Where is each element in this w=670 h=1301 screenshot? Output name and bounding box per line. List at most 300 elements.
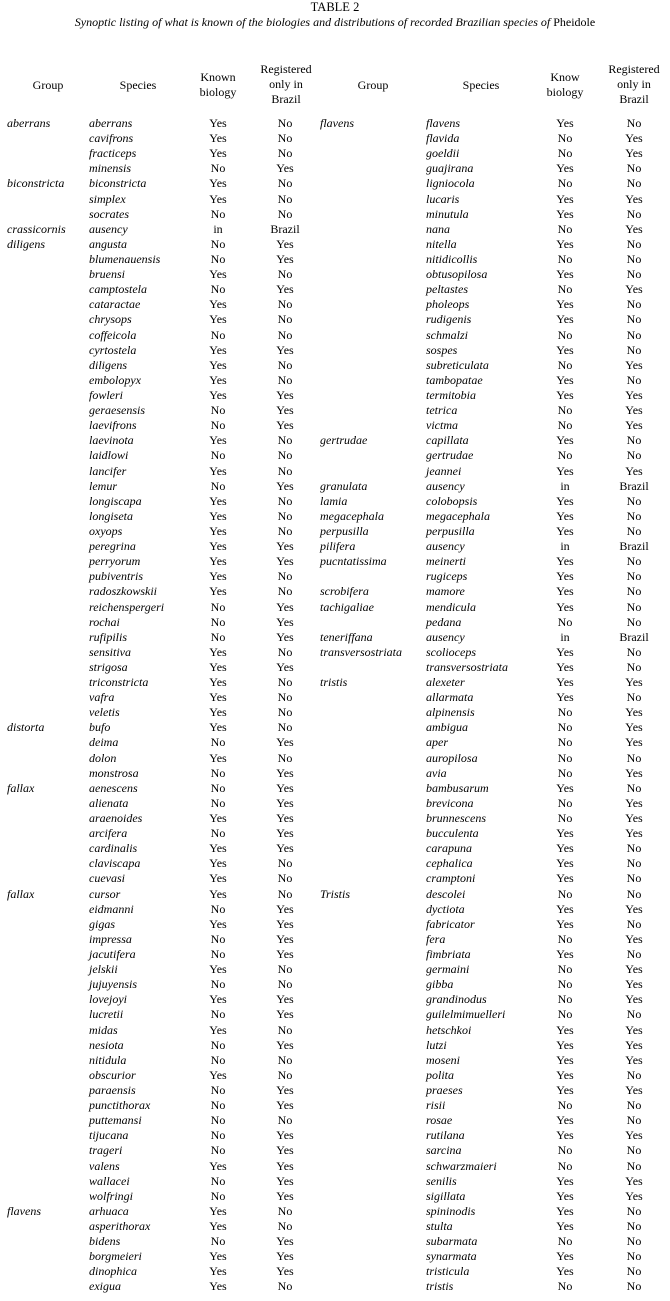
table-caption [0,15,670,29]
left-species-cell: veletis [89,705,120,720]
left-species-cell: sensitiva [89,644,131,659]
table-row [0,1219,670,1234]
right-species-cell: ambigua [426,720,468,735]
table-row [0,1159,670,1174]
table-row [0,282,670,297]
left-species-cell: minensis [89,161,131,176]
left-registered-cell: No [277,523,293,538]
left-group-cell: aberrans [7,116,51,130]
right-species-cell: tristicula [426,1264,470,1279]
left-species-cell: lancifer [89,463,127,478]
right-group-cell: megacephala [320,508,384,523]
right-group-cell: pilifera [320,539,356,554]
table-row [0,312,670,327]
right-biology-cell: Yes [556,523,574,538]
left-registered-cell: Yes [276,539,294,554]
right-species-cell: pholeops [426,297,470,312]
right-species-cell: grandinodus [426,992,487,1007]
table-row [0,766,670,781]
left-registered-cell: No [277,871,293,886]
right-species-cell: flavida [426,131,460,146]
left-species-cell: cataractae [89,297,141,312]
right-registered-cell: No [626,871,642,886]
table-row [0,932,670,947]
left-species-cell: pubiventris [89,569,143,584]
right-species-cell: colobopsis [426,493,478,508]
right-group-cell: perpusilla [320,523,369,538]
right-header-biology-line1: Know [550,70,580,84]
right-species-cell: nitidicollis [426,251,478,266]
table-row [0,1113,670,1128]
right-group-cell: teneriffana [320,629,373,644]
right-biology-cell: Yes [556,312,574,327]
left-species-cell: aberrans [89,116,133,130]
right-species-cell: peltastes [426,282,468,297]
left-registered-cell: No [277,131,293,146]
left-species-cell: tijucana [89,1128,129,1143]
left-biology-cell: Yes [209,342,227,357]
right-registered-cell: No [626,297,642,312]
left-species-cell: cyrtostela [89,342,137,357]
table-row [0,1083,670,1098]
left-biology-cell: Yes [209,569,227,584]
left-registered-cell: Yes [276,1264,294,1279]
right-species-cell: aper [426,735,448,750]
left-biology-cell: No [210,327,226,342]
right-registered-cell: Yes [625,387,643,402]
right-biology-cell: Yes [556,675,574,690]
right-biology-cell: No [557,221,573,236]
right-biology-cell: No [557,811,573,826]
left-biology-cell: No [210,1083,226,1097]
left-registered-cell: Yes [276,931,294,946]
right-group-cell: tachigaliae [320,599,374,614]
table-row [0,131,670,146]
left-biology-cell: Yes [209,267,227,282]
left-species-cell: bufo [89,720,111,735]
left-species-cell: rufipilis [89,629,128,644]
left-biology-cell: Yes [209,191,227,206]
left-registered-cell: No [277,977,293,992]
right-registered-cell: No [626,1158,642,1173]
table-row [0,479,670,494]
left-biology-cell: Yes [209,554,227,569]
left-registered-cell: No [277,312,293,327]
left-registered-cell: Brazil [270,221,300,236]
right-biology-cell: No [557,1007,573,1022]
left-registered-cell: No [277,856,293,871]
table-row [0,962,670,977]
left-biology-cell: Yes [209,1067,227,1082]
right-group-cell: granulata [320,478,368,493]
table-row [0,524,670,539]
right-species-cell: rosae [426,1113,453,1128]
right-species-cell: descolei [426,886,466,901]
left-biology-cell: No [210,161,226,176]
right-registered-cell: Yes [625,735,643,750]
table-row [0,207,670,222]
right-species-cell: tambopatae [426,372,483,387]
left-biology-cell: No [210,599,226,614]
left-species-cell: oxyops [89,523,123,538]
left-biology-cell: Yes [209,992,227,1007]
left-biology-cell: Yes [209,1249,227,1264]
left-header-registered-line3: Brazil [271,92,301,106]
left-registered-cell: Yes [276,992,294,1007]
right-biology-cell: No [557,1234,573,1249]
right-biology-cell: Yes [556,780,574,795]
left-registered-cell: Yes [276,795,294,810]
left-biology-cell: Yes [209,1022,227,1037]
left-registered-cell: No [277,569,293,584]
table-row [0,161,670,176]
right-species-cell: fera [426,931,446,946]
left-biology-cell: Yes [209,659,227,674]
left-species-cell: cavifrons [89,131,134,146]
left-registered-cell: No [277,1279,293,1294]
left-registered-cell: No [277,146,293,161]
right-registered-cell: No [626,750,642,765]
right-biology-cell: in [560,539,570,554]
right-biology-cell: No [557,357,573,372]
table-row [0,735,670,750]
left-species-cell: rochai [89,614,120,629]
right-species-cell: transversostriata [426,659,509,674]
left-registered-cell: Yes [276,629,294,644]
table-row [0,509,670,524]
right-species-cell: auropilosa [426,750,478,765]
left-registered-cell: No [277,690,293,705]
right-biology-cell: No [557,1158,573,1173]
right-species-cell: goeldii [426,146,460,161]
left-registered-cell: Yes [276,161,294,176]
right-species-cell: jeannei [426,463,462,478]
table-row [0,1249,670,1264]
right-species-cell: sarcina [426,1143,462,1158]
left-biology-cell: Yes [209,146,227,161]
right-species-cell: allarmata [426,690,474,705]
table-row [0,433,670,448]
left-species-cell: lovejoyi [89,992,127,1007]
left-species-cell: cardinalis [89,841,138,856]
table-row [0,403,670,418]
table-row [0,297,670,312]
right-registered-cell: Yes [625,1052,643,1067]
left-registered-cell: No [277,1113,293,1128]
right-registered-cell: No [626,599,642,614]
left-registered-cell: Yes [276,947,294,962]
right-biology-cell: No [557,146,573,161]
right-species-cell: bambusarum [426,780,489,795]
right-registered-cell: Yes [625,931,643,946]
left-header-species: Species [119,78,157,92]
right-registered-cell: No [626,1143,642,1158]
left-biology-cell: No [210,947,226,962]
right-species-cell: sigillata [426,1188,466,1203]
table-row [0,116,670,131]
right-species-cell: minutula [426,206,469,221]
right-registered-cell: Yes [625,795,643,810]
left-biology-cell: Yes [209,720,227,735]
left-biology-cell: Yes [209,131,227,146]
right-species-cell: alexeter [426,675,465,690]
left-biology-cell: No [210,1128,226,1143]
right-biology-cell: Yes [556,297,574,312]
table-row [0,675,670,690]
right-registered-cell: Yes [625,357,643,372]
left-species-cell: reichenspergeri [89,599,165,614]
right-registered-cell: No [626,1067,642,1082]
table-row [0,1007,670,1022]
right-species-cell: fabricator [426,916,475,931]
right-registered-cell: Yes [625,191,643,206]
left-species-cell: asperithorax [89,1218,151,1233]
left-biology-cell: Yes [209,841,227,856]
right-biology-cell: No [557,327,573,342]
right-registered-cell: No [626,780,642,795]
left-species-cell: valens [89,1158,120,1173]
left-registered-cell: No [277,720,293,735]
table-row [0,176,670,191]
left-biology-cell: Yes [209,357,227,372]
right-species-cell: cramptoni [426,871,476,886]
left-header-biology [188,70,248,100]
right-registered-cell: No [626,1264,642,1279]
right-species-cell: praeses [426,1083,463,1097]
left-biology-cell: Yes [209,705,227,720]
right-species-cell: mendicula [426,599,476,614]
right-registered-cell: Yes [625,826,643,841]
table-row [0,1143,670,1158]
right-registered-cell: No [626,1007,642,1022]
left-species-cell: laevinota [89,433,134,448]
right-species-cell: hetschkoi [426,1022,472,1037]
left-registered-cell: Yes [276,251,294,266]
right-biology-cell: No [557,1279,573,1294]
right-biology-cell: Yes [556,267,574,282]
right-biology-cell: Yes [556,1037,574,1052]
right-species-cell: gertrudae [426,448,474,463]
right-biology-cell: No [557,705,573,720]
left-biology-cell: Yes [209,675,227,690]
right-registered-cell: No [626,1234,642,1249]
left-registered-cell: No [277,327,293,342]
table-row [0,615,670,630]
left-biology-cell: in [213,221,223,236]
right-registered-cell: Yes [625,675,643,690]
left-registered-cell: Yes [276,236,294,251]
left-biology-cell: Yes [209,508,227,523]
right-biology-cell: No [557,418,573,433]
right-species-cell: gibba [426,977,454,992]
left-group-cell: biconstricta [7,176,65,191]
caption-genus: Pheidole [553,15,596,29]
table-row [0,660,670,675]
left-registered-cell: No [277,1067,293,1082]
left-biology-cell: No [210,1052,226,1067]
right-biology-cell: Yes [556,1203,574,1218]
right-biology-cell: in [560,478,570,493]
right-registered-cell: Yes [625,463,643,478]
right-registered-cell: No [626,523,642,538]
right-registered-cell: No [626,916,642,931]
table-row [0,267,670,282]
right-species-cell: polita [426,1067,455,1082]
left-registered-cell: Yes [276,1007,294,1022]
table-row [0,1189,670,1204]
right-biology-cell: in [560,629,570,644]
left-registered-cell: No [277,463,293,478]
left-biology-cell: Yes [209,493,227,508]
table-row [0,1128,670,1143]
left-species-cell: araenoides [89,811,143,826]
right-registered-cell: No [626,886,642,901]
right-biology-cell: Yes [556,433,574,448]
left-registered-cell: Yes [276,403,294,418]
right-biology-cell: Yes [556,569,574,584]
left-biology-cell: No [210,780,226,795]
left-registered-cell: Yes [276,916,294,931]
right-biology-cell: Yes [556,826,574,841]
right-biology-cell: No [557,931,573,946]
right-registered-cell: Yes [625,1037,643,1052]
left-biology-cell: No [210,236,226,251]
left-registered-cell: No [277,357,293,372]
left-species-cell: coffeicola [89,327,137,342]
right-registered-cell: No [626,116,642,130]
table-row [0,1023,670,1038]
right-biology-cell: Yes [556,901,574,916]
left-biology-cell: Yes [209,962,227,977]
right-group-cell: flavens [320,116,354,130]
right-biology-cell: Yes [556,856,574,871]
table-row [0,328,670,343]
left-species-cell: blumenauensis [89,251,161,266]
left-registered-cell: Yes [276,841,294,856]
right-biology-cell: No [557,992,573,1007]
right-registered-cell: No [626,267,642,282]
table-row [0,1174,670,1189]
table-row [0,781,670,796]
right-species-cell: flavens [426,116,460,130]
left-biology-cell: No [210,282,226,297]
right-species-cell: tristis [426,1279,454,1294]
left-registered-cell: Yes [276,811,294,826]
right-registered-cell: Yes [625,992,643,1007]
right-biology-cell: Yes [556,1188,574,1203]
right-registered-cell: No [626,1203,642,1218]
right-registered-cell: Yes [625,765,643,780]
left-biology-cell: Yes [209,856,227,871]
left-species-cell: monstrosa [89,765,139,780]
left-biology-cell: No [210,403,226,418]
left-registered-cell: Yes [276,387,294,402]
table-row [0,600,670,615]
left-biology-cell: No [210,1188,226,1203]
left-registered-cell: No [277,1022,293,1037]
left-species-cell: bruensi [89,267,125,282]
right-biology-cell: Yes [556,916,574,931]
left-species-cell: peregrina [89,539,136,554]
left-biology-cell: No [210,448,226,463]
left-registered-cell: Yes [276,765,294,780]
left-species-cell: eidmanni [89,901,134,916]
left-biology-cell: Yes [209,1158,227,1173]
left-species-cell: midas [89,1022,118,1037]
left-header-registered [248,62,324,107]
right-species-cell: alpinensis [426,705,475,720]
left-species-cell: dolon [89,750,117,765]
left-registered-cell: No [277,750,293,765]
right-group-cell: lamia [320,493,348,508]
left-species-cell: lucretii [89,1007,124,1022]
left-registered-cell: No [277,116,293,130]
right-species-cell: nana [426,221,450,236]
right-species-cell: moseni [426,1052,460,1067]
right-registered-cell: Yes [625,705,643,720]
right-species-cell: cephalica [426,856,473,871]
left-registered-cell: No [277,584,293,599]
right-species-cell: schwarzmaieri [426,1158,497,1173]
left-species-cell: impressa [89,931,132,946]
right-registered-cell: No [626,206,642,221]
left-registered-cell: No [277,448,293,463]
right-species-cell: brunnescens [426,811,486,826]
right-biology-cell: Yes [556,1113,574,1128]
table-row [0,630,670,645]
right-species-cell: synarmata [426,1249,477,1264]
table-row [0,388,670,403]
table-row [0,751,670,766]
left-registered-cell: Yes [276,599,294,614]
left-species-cell: dinophica [89,1264,137,1279]
right-biology-cell: No [557,795,573,810]
right-species-cell: pedana [426,614,462,629]
right-registered-cell: No [626,236,642,251]
left-registered-cell: Yes [276,418,294,433]
left-biology-cell: No [210,206,226,221]
right-group-cell: gertrudae [320,433,368,448]
right-registered-cell: Yes [625,1173,643,1188]
right-biology-cell: Yes [556,644,574,659]
table-row [0,811,670,826]
left-species-cell: laidlowi [89,448,129,463]
right-header-registered-line3: Brazil [619,92,649,106]
right-biology-cell: Yes [556,1067,574,1082]
right-registered-cell: Brazil [619,629,649,644]
left-biology-cell: No [210,1098,226,1113]
left-species-cell: jacutifera [89,947,136,962]
left-registered-cell: Yes [276,1249,294,1264]
right-biology-cell: Yes [556,342,574,357]
left-biology-cell: Yes [209,463,227,478]
left-species-cell: radoszkowskii [89,584,158,599]
left-species-cell: borgmeieri [89,1249,142,1264]
right-registered-cell: Brazil [619,478,649,493]
left-registered-cell: No [277,962,293,977]
left-registered-cell: No [277,206,293,221]
left-species-cell: angusta [89,236,128,251]
right-registered-cell: No [626,659,642,674]
right-biology-cell: No [557,750,573,765]
right-species-cell: subarmata [426,1234,478,1249]
left-biology-cell: No [210,629,226,644]
left-species-cell: perryorum [89,554,141,569]
left-registered-cell: No [277,176,293,191]
right-species-cell: guajirana [426,161,474,176]
left-species-cell: socrates [89,206,129,221]
right-species-cell: rudigenis [426,312,472,327]
